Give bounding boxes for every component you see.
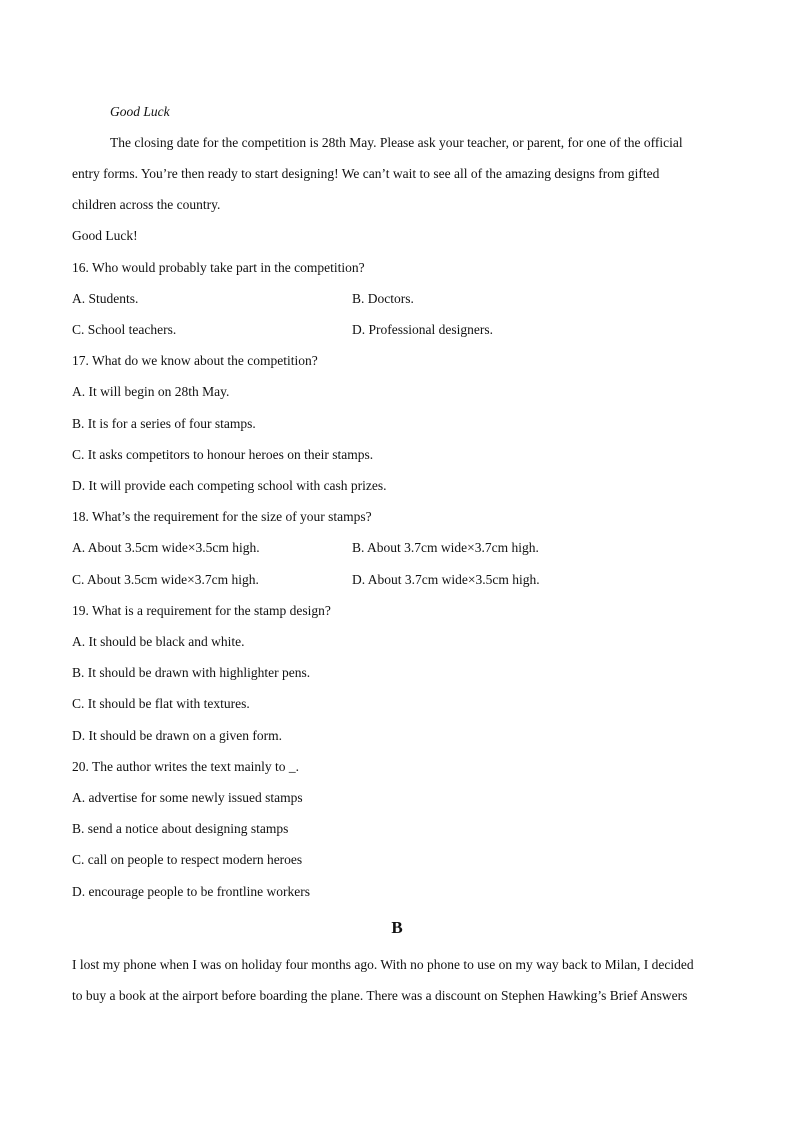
question-18	[72, 508, 732, 526]
question-number: 18.	[72, 509, 89, 524]
question-16	[72, 259, 732, 277]
option-19-c: C. It should be flat with textures.	[72, 696, 250, 711]
question-stem: What do we know about the competition?	[92, 353, 318, 368]
option-18-c: C. About 3.5cm wide×3.7cm high.	[72, 572, 259, 587]
section-b-heading: B	[391, 918, 403, 937]
option-19-a: A. It should be black and white.	[72, 634, 245, 649]
question-19	[72, 602, 732, 620]
option-17-b: B. It is for a series of four stamps.	[72, 416, 256, 431]
subheading-good-luck: Good Luck	[110, 104, 170, 119]
question-number: 19.	[72, 603, 89, 618]
option-18-a: A. About 3.5cm wide×3.5cm high.	[72, 540, 260, 555]
option-19-b: B. It should be drawn with highlighter pens.	[72, 665, 311, 680]
question-stem: Who would probably take part in the competition?	[92, 260, 365, 275]
closing-good-luck: Good Luck!	[72, 228, 138, 243]
option-18-d: D. About 3.7cm wide×3.5cm high.	[352, 572, 540, 587]
question-number: 16.	[72, 260, 89, 275]
section-b-line-1: I lost my phone when I was on holiday four months ago. With no phone to use on my way back to Milan, I decided	[72, 957, 694, 972]
question-20	[72, 758, 732, 776]
paragraph-line-3: children across the country.	[72, 197, 221, 212]
option-17-c: C. It asks competitors to honour heroes on their stamps.	[72, 447, 374, 462]
option-20-c: C. call on people to respect modern heroes	[72, 852, 303, 867]
option-16-a: A. Students.	[72, 291, 139, 306]
question-stem: The author writes the text mainly to _.	[92, 759, 299, 774]
option-20-b: B. send a notice about designing stamps	[72, 821, 289, 836]
paragraph-line-1: The closing date for the competition is 28th May. Please ask your teacher, or parent, for one of the official	[110, 135, 683, 150]
question-stem: What is a requirement for the stamp design?	[92, 603, 331, 618]
option-16-d: D. Professional designers.	[352, 322, 493, 337]
option-19-d: D. It should be drawn on a given form.	[72, 728, 282, 743]
question-number: 20.	[72, 759, 89, 774]
paragraph-line-2: entry forms. You’re then ready to start designing! We can’t wait to see all of the amazing designs from gifted	[72, 166, 660, 181]
option-16-b: B. Doctors.	[352, 291, 414, 306]
option-20-d: D. encourage people to be frontline workers	[72, 884, 311, 899]
question-stem: What’s the requirement for the size of your stamps?	[92, 509, 372, 524]
option-18-b: B. About 3.7cm wide×3.7cm high.	[352, 540, 539, 555]
question-number: 17.	[72, 353, 89, 368]
option-16-c: C. School teachers.	[72, 322, 177, 337]
question-17	[72, 352, 732, 370]
option-17-a: A. It will begin on 28th May.	[72, 384, 230, 399]
section-b-line-2: to buy a book at the airport before boarding the plane. There was a discount on Stephen Hawking’s Brief Answers	[72, 988, 688, 1003]
option-20-a: A. advertise for some newly issued stamps	[72, 790, 303, 805]
option-17-d: D. It will provide each competing school with cash prizes.	[72, 478, 387, 493]
